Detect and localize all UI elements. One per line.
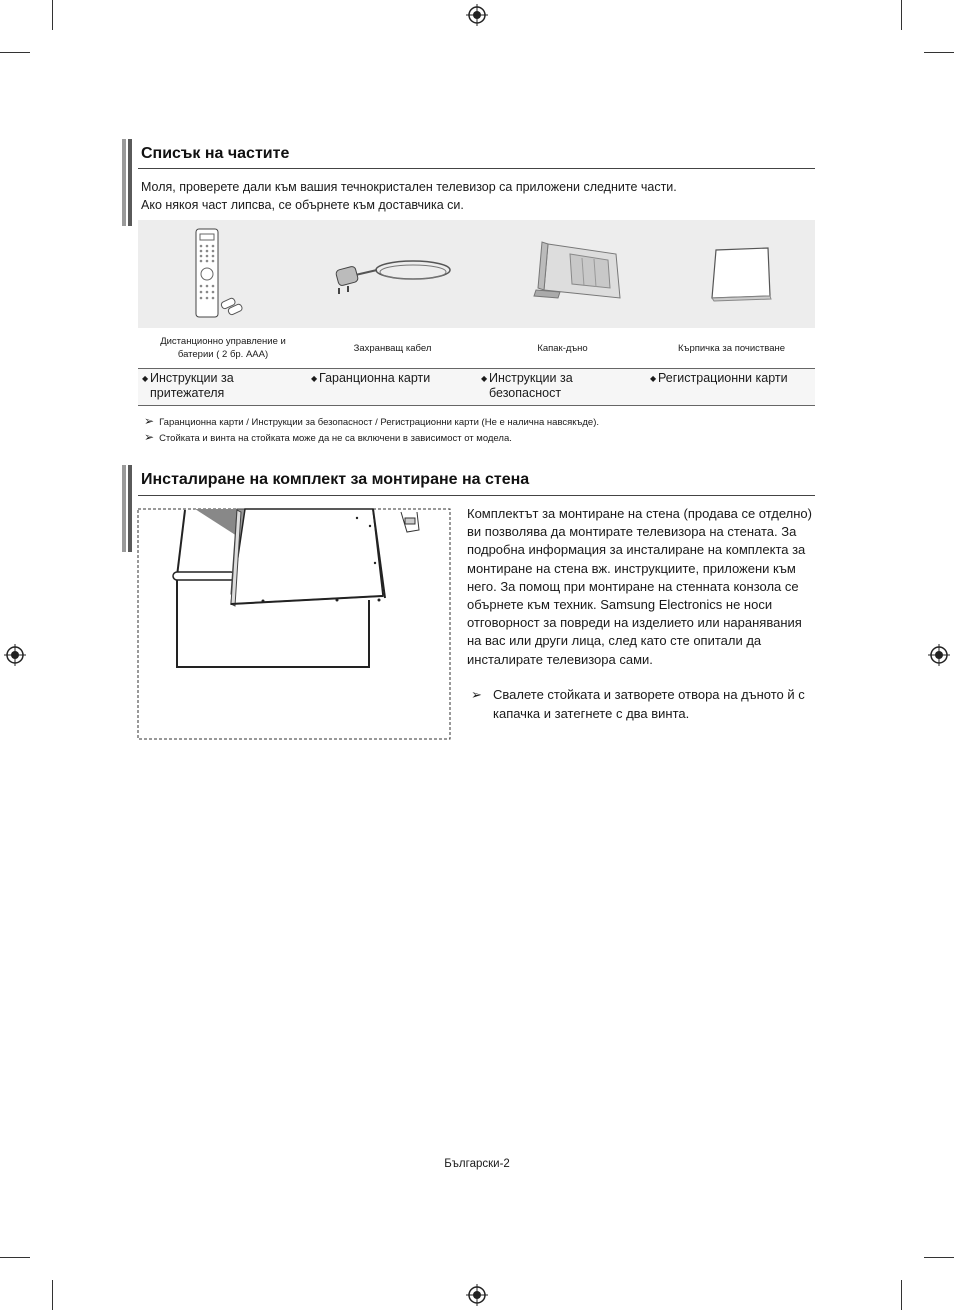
registration-mark-icon xyxy=(466,4,488,26)
document-label: Инструкции за безопасност xyxy=(489,371,573,400)
crop-mark xyxy=(924,52,954,53)
crop-mark xyxy=(0,52,30,53)
document-item xyxy=(650,371,810,386)
crop-mark xyxy=(52,1280,53,1310)
bullet-icon: ◆ xyxy=(650,374,657,383)
page-number: Български-2 xyxy=(444,1158,510,1170)
power-cord-icon xyxy=(333,248,453,298)
document-item xyxy=(142,371,302,401)
registration-mark-icon xyxy=(4,644,26,666)
part-caption: Захранващ кабел xyxy=(353,343,432,354)
crop-mark xyxy=(901,1280,902,1310)
note-arrow-icon: ➢ xyxy=(144,414,155,428)
document-item xyxy=(481,371,641,401)
part-caption: Кърпичка за почистване xyxy=(677,343,786,354)
note-text: Стойката и винта на стойката може да не са включени в зависимост от модела. xyxy=(159,433,512,444)
section-bar xyxy=(128,465,132,552)
parts-image-band xyxy=(138,220,815,328)
part-caption: Капак-дъно xyxy=(537,343,588,354)
crop-mark xyxy=(924,1257,954,1258)
registration-mark-icon xyxy=(466,1284,488,1306)
bullet-icon: ◆ xyxy=(142,374,149,383)
section-rule xyxy=(138,495,815,496)
note-text: Гаранционна карти / Инструкции за безопасност / Регистрационни карти (Не е налична навсякъде). xyxy=(159,417,600,428)
crop-mark xyxy=(0,1257,30,1258)
section-bar xyxy=(128,139,132,226)
document-label: Инструкции за притежателя xyxy=(150,371,234,400)
intro-line: Моля, проверете дали към вашия течнокристален телевизор са приложени следните части. xyxy=(141,180,677,194)
parts-note xyxy=(144,414,814,430)
section-title: Списък на частите xyxy=(141,145,290,162)
section-bar xyxy=(122,139,126,226)
intro-line: Ако някоя част липсва, се обърнете към доставчика си. xyxy=(141,198,464,212)
note-text: Свалете стойката и затворете отвора на дъното й с капачка и затегнете с два винта. xyxy=(493,687,805,721)
section-title: Инсталиране на комплект за монтиране на стена xyxy=(141,471,530,488)
bullet-icon: ◆ xyxy=(311,374,318,383)
wall-mount-paragraph: Комплектът за монтиране на стена (продава се отделно) ви позволява да монтирате телевизора на стената. За подробна информация за инсталиране на комплекта за монтиране на стена вж. инструкциите, приложени към него. За помощ при монтиране на стенната конзола се обърнете към техник. Samsung Electronics не носи отговорност за повреди на изделието или наранявания на вас или други лица, след като сте опитали да инсталирате телевизора сами. xyxy=(467,506,812,667)
crop-mark xyxy=(52,0,53,30)
section-bar xyxy=(122,465,126,552)
bullet-icon: ◆ xyxy=(481,374,488,383)
intro-text xyxy=(141,178,811,214)
document-label: Гаранционна карти xyxy=(319,371,431,385)
document-item xyxy=(311,371,471,386)
section-rule xyxy=(138,168,815,169)
parts-note xyxy=(144,430,814,446)
cleaning-cloth-icon xyxy=(708,244,772,304)
document-label: Регистрационни карти xyxy=(658,371,788,385)
wall-mount-note xyxy=(471,685,816,723)
part-caption: Дистанционно управление и батерии ( 2 бр. AAA) xyxy=(160,336,286,360)
tv-back-cover-illustration xyxy=(137,508,452,741)
included-documents-row xyxy=(138,368,815,406)
note-arrow-icon: ➢ xyxy=(471,687,482,702)
registration-mark-icon xyxy=(928,644,950,666)
cover-bottom-icon xyxy=(530,240,630,302)
crop-mark xyxy=(901,0,902,30)
note-arrow-icon: ➢ xyxy=(144,430,155,444)
remote-control-icon xyxy=(190,226,250,320)
